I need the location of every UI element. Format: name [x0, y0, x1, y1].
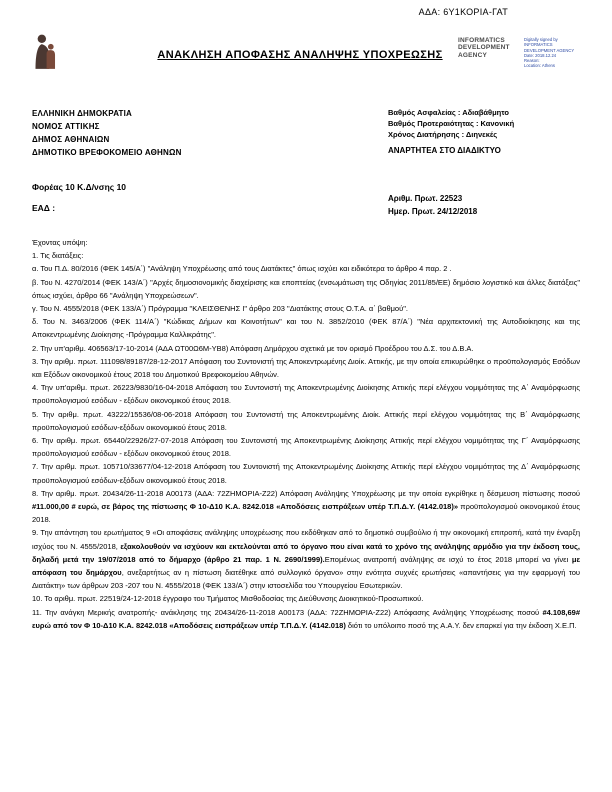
body-paragraph — [32, 355, 580, 381]
body-paragraph — [32, 302, 580, 315]
body-paragraph — [32, 487, 580, 527]
org-line: ΔΗΜΟΣ ΑΘΗΝΑΙΩΝ — [32, 135, 110, 144]
signature-line: Reason: — [524, 58, 540, 63]
body-run: γ. Του Ν. 4555/2018 (ΦΕΚ 133/Α΄) Πρόγραμμα "ΚΛΕΙΣΘΕΝΗΣ Ι" άρθρο 203 "Διατάκτης στους Ο.Τ.Α. α΄ βαθμού". — [32, 304, 408, 314]
digital-signature-stamp — [458, 37, 586, 69]
protocol-block — [388, 192, 477, 218]
body-run-bold: εξακολουθούν να ισχύουν και εκτελούνται από το όργανο που είναι κατά το χρόνο της ανάληψης αρμόδιο για την έκδοση τους, — [120, 541, 580, 551]
body-run-bold: με απόφαση του δημάρχου — [32, 554, 581, 578]
ead-label: ΕΑΔ : — [32, 203, 56, 213]
document-body — [32, 236, 580, 632]
body-run: δ. Του Ν. 3463/2006 (ΦΕΚ 114/Α΄) "Κώδικας Δήμων και Κοινοτήτων" και του Ν. 3852/2010 (ΦΕΚ 87/Α΄) "Νέα αρχιτεκτονική της Αυτοδιοίκησης και της Αποκεντρωμένης Διοίκησης -Πρόγραμμα Καλλικράτης". — [32, 317, 580, 340]
body-run: 10. Το αριθμ. πρωτ. 22519/24-12-2018 έγγραφο του Τμήματος Μισθοδοσίας της Διεύθυνσης Διοικητικού-Προσωπικού. — [32, 594, 424, 604]
page-title: ΑΝΑΚΛΗΣΗ ΑΠΟΦΑΣΗΣ ΑΝΑΛΗΨΗΣ ΥΠΟΧΡΕΩΣΗΣ — [157, 49, 443, 61]
signature-line: Location: Athens — [524, 63, 555, 69]
anartitea-label: ΑΝΑΡΤΗΤΕΑ ΣΤΟ ΔΙΑΔΙΚΤΥΟ — [388, 146, 501, 155]
orphanage-emblem-logo — [30, 33, 60, 71]
body-run: προϋπολογισμού οικονομικού έτους 2018. — [32, 502, 580, 525]
body-run: α. Του Π.Δ. 80/2016 (ΦΕΚ 145/Α΄) "Ανάληψη Υποχρέωσης από τους Διατάκτες" όπως ισχύει και ειδικότερα το άρθρο 4 παρ. 2 . — [32, 264, 452, 274]
org-line: ΕΛΛΗΝΙΚΗ ΔΗΜΟΚΡΑΤΙΑ — [32, 109, 132, 118]
body-paragraph — [32, 249, 580, 262]
body-paragraph — [32, 526, 580, 592]
body-paragraph — [32, 381, 580, 407]
body-paragraph — [32, 592, 580, 605]
body-paragraph — [32, 460, 580, 486]
protocol-number: Αριθμ. Πρωτ. 22523 — [388, 194, 463, 203]
body-run-bold: δηλαδή μετά την 19/07/2018 από το δήμαρχο (άρθρο 21 παρ. 1 Ν. 2690/1999). — [32, 554, 325, 564]
body-run: 11. Την ανάγκη Μερικής ανατροπής- ανάκλησης της 20434/26-11-2018 Α00173 (ΑΔΑ: 72ΖΗΜΟΡΙΑ-Ζ22) Απόφασης Ανάληψης Υποχρέωσης ποσού — [32, 607, 543, 617]
body-run: 8. Την αριθμ. πρωτ. 20434/26-11-2018 Α00173 (ΑΔΑ: 72ΖΗΜΟΡΙΑ-Ζ22) Απόφαση Ανάληψης Υποχρέωσης με την οποία εγκρίθηκε η δέσμευση πίστωσης ποσού — [32, 488, 580, 498]
body-run: 6. Την αριθμ. πρωτ. 65440/22926/27-07-2018 Απόφαση του Συντονιστή της Αποκεντρωμένης Διοίκησης Αττικής περί ελέγχου νομιμότητας της Γ΄ Αναμόρφωσης προϋπολογισμού εσόδων - εξόδων οικονομικού έτους 2018. — [32, 436, 580, 459]
signature-details — [524, 37, 582, 69]
body-run: Έχοντας υπόψη: — [32, 238, 88, 247]
signature-agency-name: INFORMATICS DEVELOPMENT AGENCY — [458, 37, 510, 59]
body-run: διότι το υπόλοιπο ποσό της Α.Α.Υ. δεν επαρκεί για την έκδοση Χ.Ε.Π. — [345, 620, 577, 630]
body-run-bold: #11.000,00 # ευρώ, σε βάρος της πίστωσης Φ 10-Δ10 Κ.Α. 8242.018 «Αποδόσεις εισπράξεων υπέρ Τ.Π.Δ.Υ. (4142.018)» — [32, 502, 459, 512]
classification-block — [388, 107, 514, 140]
body-paragraph — [32, 342, 580, 355]
org-line: ΔΗΜΟΤΙΚΟ ΒΡΕΦΟΚΟΜΕΙΟ ΑΘΗΝΩΝ — [32, 148, 182, 157]
body-paragraph — [32, 236, 580, 249]
classification-line: Χρόνος Διατήρησης : Διηνεκές — [388, 130, 498, 139]
body-run-bold: #4.108,69# ευρώ από τον Φ 10-Δ10 Κ.Α. 8242.018 «Αποδόσεις εισπράξεων υπέρ Τ.Π.Δ.Υ. (4142.018) — [32, 607, 580, 630]
mother-and-child-icon — [30, 33, 60, 71]
body-run: 5. Την αριθμ. πρωτ. 43222/15536/08-06-2018 Απόφαση του Συντονιστή της Αποκεντρωμένης Διοίκ. Αττικής περί ελέγχου νομιμότητας της Β΄ Αναμόρφωσης προϋπολογισμού εσόδων-εξόδων οικονομικού έτους 2018. — [32, 409, 580, 432]
body-run: Επομένως ανατροπή ανάληψης σε ισχύ το έτος 2018 μπορεί να γίνει — [324, 554, 572, 564]
body-run: 3. Την αριθμ. πρωτ. 111098/89187/28-12-2017 Απόφαση του Συντονιστή της Αποκεντρωμένης Διοίκ. Αττικής, με την οποία επικυρώθηκε ο προϋπολογισμός Εσόδων και Εξόδων οικονομικού έτους 2018 του Δημοτικού Βρεφοκομείου Αθηνών. — [32, 356, 580, 380]
body-run: , ανεξαρτήτως αν η πίστωση διατέθηκε από συλλογικό όργανο» στην ενότητα συχνές ερωτήσεις «απαντήσεις για την εφαρμογή του Διατάκτη» των άρθρων 203 -207 του Ν. 4555/2018 (ΦΕΚ 133/Α΄) στην ιστοσελίδα του Υπουργείου Εσωτερικών. — [32, 568, 580, 591]
org-line: ΝΟΜΟΣ ΑΤΤΙΚΗΣ — [32, 122, 100, 131]
signature-line: DEVELOPMENT AGENCY — [524, 47, 575, 53]
body-paragraph — [32, 262, 580, 275]
body-paragraph — [32, 606, 580, 632]
issuing-authority-block — [32, 107, 182, 159]
ada-code: ΑΔΑ: 6Υ1ΚΟΡΙΑ-ΓΑΤ — [418, 7, 508, 17]
body-paragraph — [32, 408, 580, 434]
body-paragraph — [32, 434, 580, 460]
classification-line: Βαθμός Ασφαλείας : Αδιαβάθμητο — [388, 108, 509, 117]
signature-line: Date: 2018.12.24 — [524, 52, 557, 58]
body-run: β. Του Ν. 4270/2014 (ΦΕΚ 143/Α΄) "Αρχές δημοσιονομικής διαχείρισης και εποπτείας (ενσωμάτωση της Οδηγίας 2011/85/ΕΕ) δημόσιο λογιστικό και άλλες διατάξεις" όπως ισχύει, άρθρο 66 "Ανάληψη Υποχρεώσεων". — [32, 277, 580, 300]
body-run: 1. Τις διατάξεις: — [32, 251, 84, 261]
body-run: 2. Την υπ'αριθμ. 406563/17-10-2014 (ΑΔΑ ΩΤ00Ω6Μ-ΥΒ8) Απόφαση Δημάρχου σχετικά με τον ορισμό Προέδρου του Δ.Σ. του Δ.Β.Α. — [32, 343, 474, 353]
signature-line: INFORMATICS — [524, 42, 553, 48]
body-run: 9. Την απάντηση του ερωτήματος 9 «Οι αποφάσεις ανάληψης υποχρέωσης που εκδόθηκαν από το δημοτικό συμβούλιο ή την οικονομική επιτροπή, κατά την έναρξη ισχύος του Ν. 4555/2018, — [32, 528, 580, 551]
classification-line: Βαθμός Προτεραιότητας : Κανονική — [388, 119, 515, 128]
foreas-line: Φορέας 10 Κ.Δ/νσης 10 — [32, 182, 127, 192]
protocol-date: Ημερ. Πρωτ. 24/12/2018 — [388, 207, 478, 216]
body-run: 7. Την αριθμ. πρωτ. 105710/33677/04-12-2018 Απόφαση του Συντονιστή της Αποκεντρωμένης Διοίκησης Αττικής περί ελέγχου νομιμότητας της Δ΄ Αναμόρφωσης προϋπολογισμού εσόδων-εξόδων οικονομικού έτους 2018. — [32, 462, 580, 485]
body-paragraph — [32, 276, 580, 302]
signature-line: Digitally signed by — [524, 37, 558, 42]
body-run: 4. Την υπ'αριθμ. πρωτ. 26223/9830/16-04-2018 Απόφαση του Συντονιστή της Αποκεντρωμένης Διοίκησης Αττικής περί ελέγχου νομιμότητας της Α΄ Αναμόρφωσης προϋπολογισμού εσόδων - εξόδων οικονομικού έτους 2018. — [32, 383, 580, 406]
body-paragraph — [32, 315, 580, 341]
